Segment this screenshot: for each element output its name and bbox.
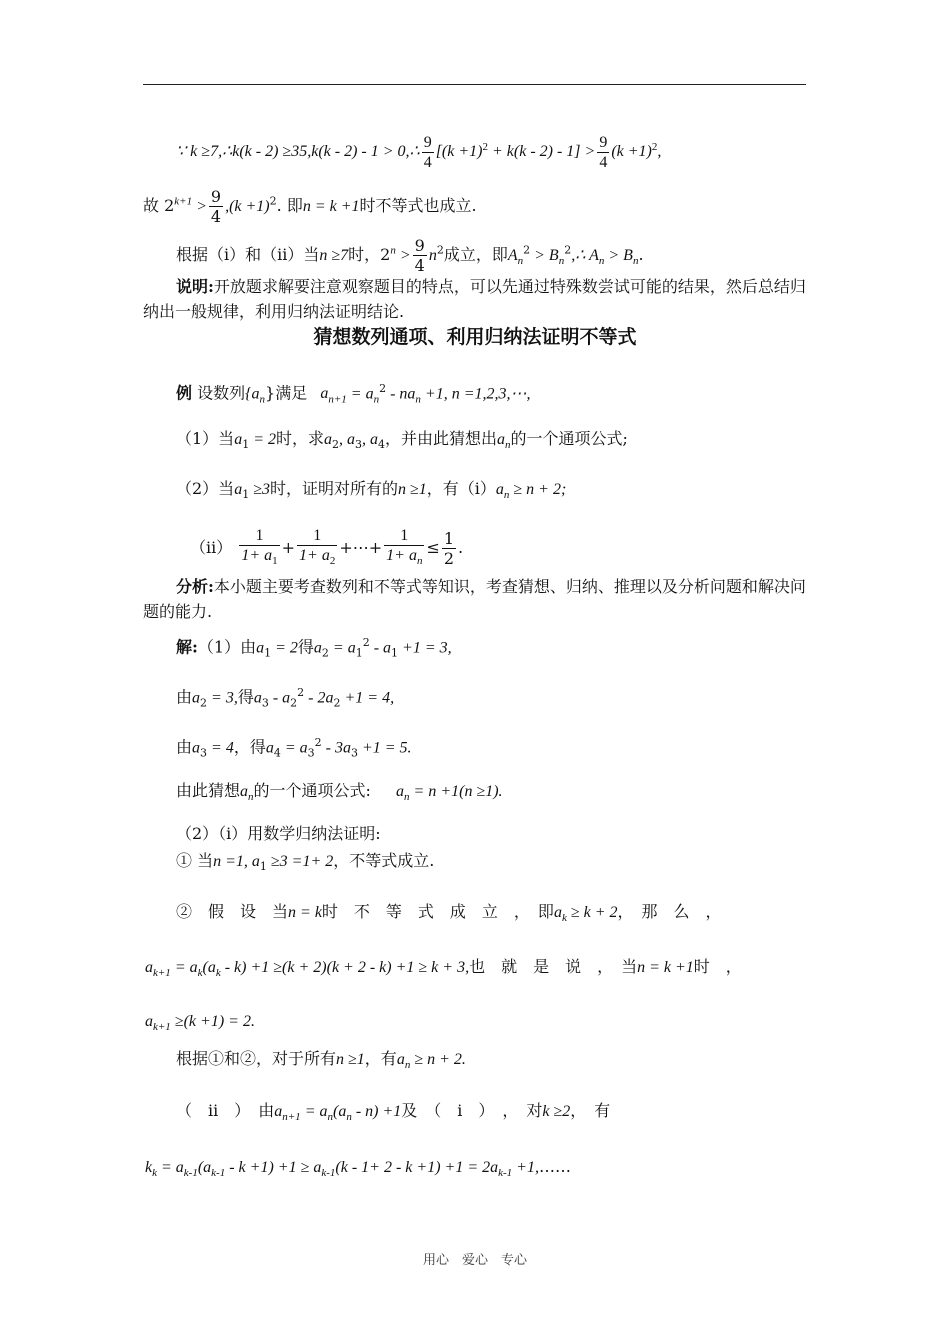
page-footer: 用心 爱心 专心 — [422, 1253, 527, 1268]
induction-result: $a_{k+1} \ge(k +1) = 2$. — [145, 1013, 255, 1034]
induction-step: ② 假 设 当n = k时 不 等 式 成 立 ， 即$a_k \ge k + 2$， 那 么 ， — [176, 902, 722, 925]
solution-step-2: 由$a_2 = 3$,得$a_3 - a_2^2 - 2a_2 +1 = 4$, — [176, 686, 395, 710]
solution-conjecture: 由此猜想$a_n$的一个通项公式: $a_n = n +1(n \ge 1)$. — [176, 781, 503, 804]
note-paragraph: 说明:开放题求解要注意观察题目的特点，可以先通过特殊数尝试可能的结果，然后总结归纳出一般规律，利用归纳法证明结论. — [143, 277, 806, 321]
question-2: （2）当$a_1 \ge 3$时，证明对所有的n ≥1，有$(ⅰ)a_n \ge n + 2$; — [176, 479, 567, 502]
math-line-2: 故 $2^{k+1}$ > $\frac{9}{4}$ $,(k +1)^2$. 即n = k +1时不等式也成立. — [143, 187, 477, 226]
question-1: （1）当$a_1 = 2$时，求$a_2$, $a_3$, $a_4$，并由此猜想出$a_n$的一个通项公式; — [176, 429, 628, 452]
question-2-ii: （ⅱ） $\frac{1}{1+ a_1}$ + $\frac{1}{1+ a_2}$ +⋯+ $\frac{1}{1+ a_n}$ ≤ $\frac{1}{2}$ . — [190, 527, 464, 569]
part-ii-derivation: $k_k = a_{k-1}(a_{k-1} - k +1) +1 \ge a_{k-1}(k - 1+ 2 - k +1) +1 = 2a_{k-1}$ +1,…… — [145, 1157, 571, 1180]
section-title: 猜想数列通项、利用归纳法证明不等式 — [313, 326, 637, 348]
math-line-3: 根据（ⅰ）和（ⅱ）当n ≥7时，$2^n$ > $\frac{9}{4}$ $n^2$成立，即$A_n^2$ > $B_n^2,\therefore$ $A_n > B_n$. — [176, 236, 644, 275]
induction-derivation: $a_{k+1} = a_k(a_k - k) +1 \ge(k + 2)(k + 2 - k) +1 \ge k + 3$,也 就 是 说 ， 当n = k +1时 ， — [145, 957, 742, 980]
induction-conclusion: 根据①和②，对于所有n ≥1，有$a_n \ge n + 2$. — [176, 1049, 466, 1072]
induction-base: ① 当n =1, $a_1 \ge 3 =1+ 2$，不等式成立. — [176, 851, 435, 874]
part-ii-statement: （ ⅱ ） 由$a_{n+1} = a_n(a_n - n) +1$及 （ ⅰ ） ， 对k ≥2， 有 — [176, 1101, 611, 1124]
analysis-paragraph: 分析:本小题主要考查数列和不等式等知识，考查猜想、归纳、推理以及分析问题和解决问题的能力. — [143, 577, 806, 621]
solution-step-3: 由$a_3 = 4$，得$a_4 = a_3^2 - 3a_3 +1 = 5$. — [176, 736, 412, 760]
header-rule — [143, 84, 806, 85]
example-statement: 例 设数列$\{a_n\}$满足 $a_{n+1} = a_n^2 - na_n +1$, n =1,2,3,⋯, — [176, 382, 531, 406]
solution-part-2: （2）（ⅰ）用数学归纳法证明: — [176, 824, 381, 843]
solution-step-1: 解:（1）由$a_1 = 2$得$a_2 = a_1^2 - a_1 +1 = 3$, — [176, 636, 452, 660]
math-line-1: ∵ k ≥7,∴k(k - 2) ≥35,k(k - 2) - 1 > 0,∴ $\frac{9}{4}$ $[(k +1)^2 + k(k - 2) - 1]$ > $\frac{9}{4}$ $(k +1)^2$, — [176, 134, 662, 171]
